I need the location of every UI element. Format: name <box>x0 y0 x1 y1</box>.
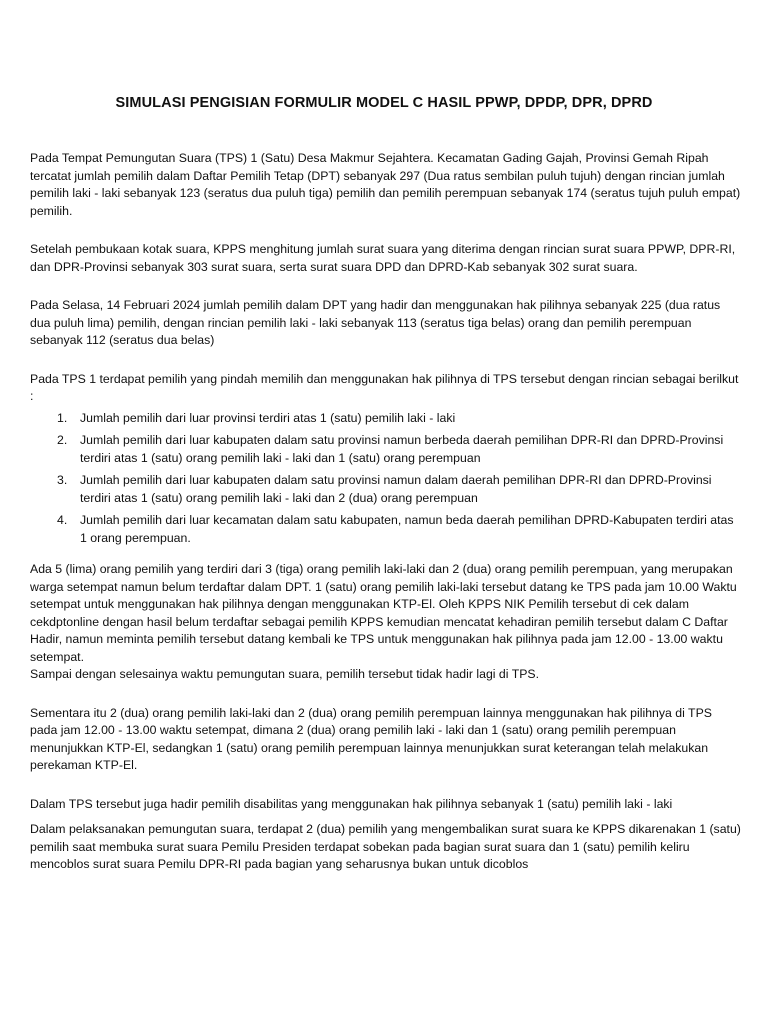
list-number: 4. <box>57 513 68 527</box>
paragraph-ballots: Setelah pembukaan kotak suara, KPPS menghitung jumlah surat suara yang diterima dengan rincian surat suara PPWP, DPR-RI, dan DPR-Provinsi sebanyak 303 surat suara, serta surat suara DPD dan DPRD-Kab sebanyak 302 surat suara. <box>30 242 736 274</box>
list-item <box>30 472 742 507</box>
paragraph-disability: Dalam TPS tersebut juga hadir pemilih disabilitas yang menggunakan hak pilihnya sebanyak 1 (satu) pemilih laki - laki <box>30 796 673 811</box>
list-number: 1. <box>57 410 68 425</box>
list-text: Jumlah pemilih dari luar kecamatan dalam satu kabupaten, namun beda daerah pemilihan DPRD-Kabupaten terdiri atas 1 orang perempuan. <box>80 513 734 545</box>
list-item <box>30 432 742 467</box>
paragraph-other-voters: Sementara itu 2 (dua) orang pemilih laki-laki dan 2 (dua) orang pemilih perempuan lainnya menggunakan hak pilihnya di TPS pada jam 12.00 - 13.00 waktu setempat, dimana 2 (dua) orang pemilih laki - laki dan 1 (satu) orang pemilih perempuan menunjukkan KTP-El, sedangkan 1 (satu) orang pemilih perempuan lainnya menunjukkan surat keterangan telah melakukan perekaman KTP-El. <box>30 705 712 772</box>
list-text: Jumlah pemilih dari luar kabupaten dalam satu provinsi namun dalam daerah pemilihan DPR-RI dan DPRD-Provinsi terdiri atas 1 (satu) orang pemilih laki - laki dan 2 (dua) orang perempuan <box>80 473 712 505</box>
list-text: Jumlah pemilih dari luar provinsi terdiri atas 1 (satu) pemilih laki - laki <box>80 410 456 425</box>
paragraph-unregistered-end: Sampai dengan selesainya waktu pemungutan suara, pemilih tersebut tidak hadir lagi di TPS. <box>30 667 540 681</box>
transfer-voter-list <box>30 410 742 548</box>
paragraph-unregistered-voters <box>30 561 742 684</box>
list-number: 2. <box>57 433 68 447</box>
paragraph-returned-ballots: Dalam pelaksanakan pemungutan suara, terdapat 2 (dua) pemilih yang mengembalikan surat suara ke KPPS dikarenakan 1 (satu) pemilih saat membuka surat suara Pemilu Presiden terdapat sobekan pada bagian surat suara dan 1 (satu) pemilih keliru mencoblos surat suara Pemilu DPR-RI pada bagian yang seharusnya bukan untuk dicoblos <box>30 822 741 871</box>
paragraph-dpt: Pada Tempat Pemungutan Suara (TPS) 1 (Satu) Desa Makmur Sejahtera. Kecamatan Gading Gajah, Provinsi Gemah Ripah tercatat jumlah pemilih dalam Daftar Pemilih Tetap (DPT) sebanyak 297 (Dua ratus sembilan puluh tujuh) dengan rincian jumlah pemilih laki - laki sebanyak 123 (seratus dua puluh tiga) pemilih dan pemilih perempuan sebanyak 174 (seratus tujuh puluh empat) pemilih. <box>30 151 741 218</box>
paragraph-transfer-voters: Pada TPS 1 terdapat pemilih yang pindah memilih dan menggunakan hak pilihnya di TPS tersebut dengan rincian sebagai berilkut : <box>30 371 739 403</box>
list-item <box>30 410 742 428</box>
list-item <box>30 512 742 547</box>
list-text: Jumlah pemilih dari luar kabupaten dalam satu provinsi namun berbeda daerah pemilihan DPR-RI dan DPRD-Provinsi terdiri atas 1 (satu) orang pemilih laki - laki dan 1 (satu) orang perempuan <box>80 433 724 465</box>
page-title: SIMULASI PENGISIAN FORMULIR MODEL C HASIL PPWP, DPDP, DPR, DPRD <box>115 95 653 111</box>
document-body <box>30 150 742 895</box>
paragraph-unregistered-main: Ada 5 (lima) orang pemilih yang terdiri dari 3 (tiga) orang pemilih laki-laki dan 2 (dua) orang pemilih perempuan, yang merupakan warga setempat namun belum terdaftar dalam DPT. 1 (satu) orang pemilih laki-laki tersebut datang ke TPS pada jam 10.00 Waktu setempat untuk menggunakan hak pilihnya dengan menggunakan KTP-El. Oleh KPPS NIK Pemilih tersebut di cek dalam cekdptonline dengan hasil belum terdaftar sebagai pemilih KPPS kemudian mencatat kehadiran pemilih tersebut dalam C Daftar Hadir, namun meminta pemilih tersebut datang kembali ke TPS untuk menggunakan hak pilihnya pada jam 12.00 - 13.00 waktu setempat. <box>30 562 737 664</box>
paragraph-attendance: Pada Selasa, 14 Februari 2024 jumlah pemilih dalam DPT yang hadir dan menggunakan hak pilihnya sebanyak 225 (dua ratus dua puluh lima) pemilih, dengan rincian pemilih laki - laki sebanyak 113 (seratus tiga belas) orang dan pemilih perempuan sebanyak 112 (seratus dua belas) <box>30 298 721 347</box>
list-number: 3. <box>57 473 68 487</box>
